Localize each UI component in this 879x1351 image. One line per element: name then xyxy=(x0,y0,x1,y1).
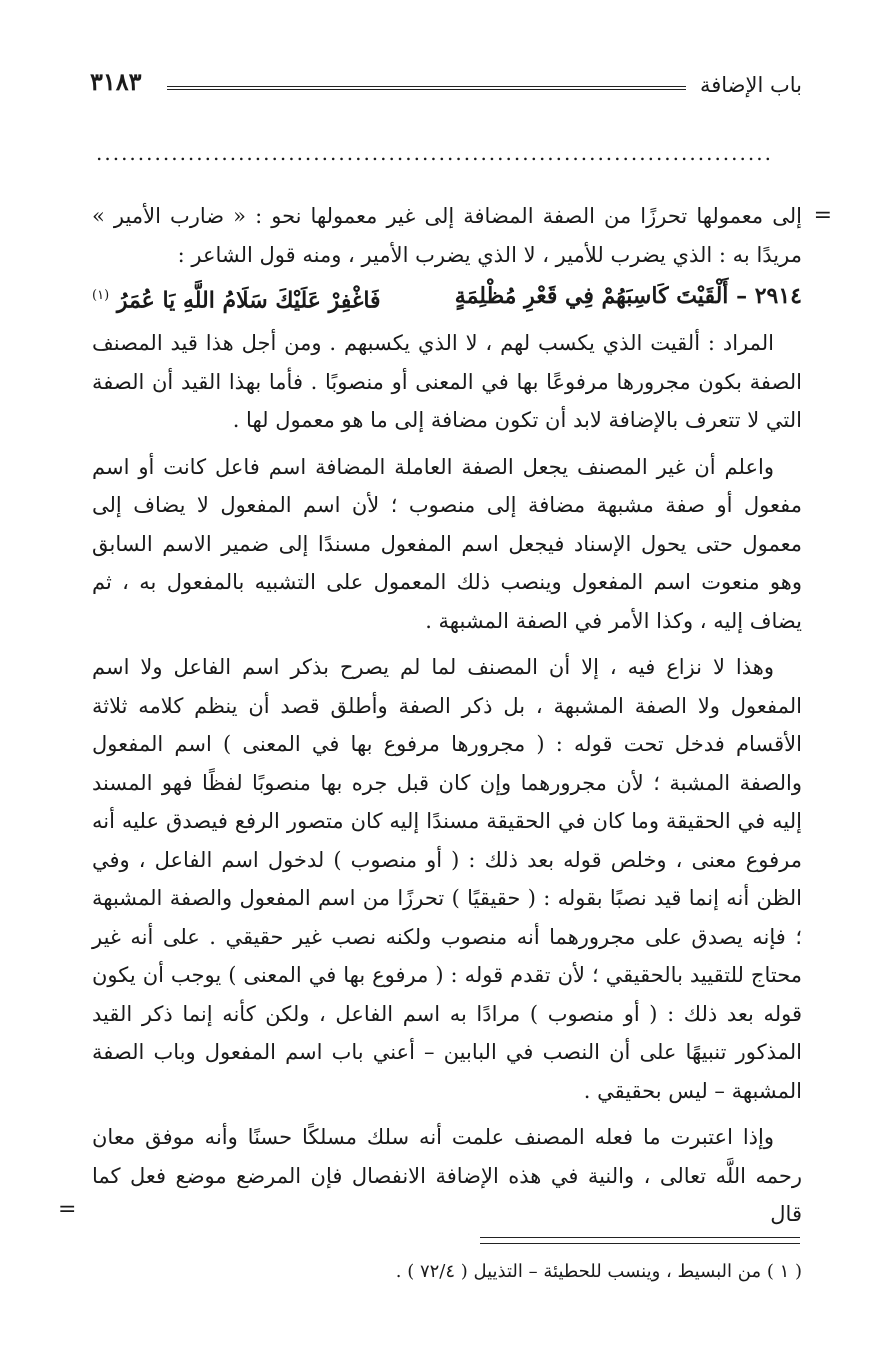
footnote-rule-bottom xyxy=(480,1243,800,1244)
page-number: ٣١٨٣ xyxy=(90,67,142,96)
paragraph-5 xyxy=(58,1118,802,1234)
poetry-verse xyxy=(92,276,802,320)
verse-first-hemistich xyxy=(455,276,802,320)
main-text xyxy=(58,197,832,1234)
paragraph-1 xyxy=(92,197,832,274)
paragraph-1-text: إلى معمولها تحرزًا من الصفة المضافة إلى غير معمولها نحو : « ضارب الأمير » مريدًا به : الذي يضرب للأمير ، لا الذي يضرب الأمير ، ومنه قول الشاعر : xyxy=(92,204,802,267)
paragraph-3: واعلم أن غير المصنف يجعل الصفة العاملة المضافة اسم فاعل كانت أو اسم مفعول أو صفة مشبهة مضافة إلى منصوب ؛ لأن اسم المفعول لا يضاف إلى معمول حتى يحول الإسناد فيجعل اسم المفعول مسندًا إلى ضمير الاسم السابق وهو منعوت اسم المفعول وينصب ذلك المعمول على التشبيه بالمفعول به ، ثم يضاف إليه ، وكذا الأمر في الصفة المشبهة . xyxy=(92,454,802,633)
footnote-reference: (١) xyxy=(92,288,110,303)
running-header-title: باب الإضافة xyxy=(699,73,802,97)
footnote-1: ( ١ ) من البسيط ، وينسب للحطيئة – التذييل ( ٧٢/٤ ) . xyxy=(395,1261,802,1282)
paragraph-4: وهذا لا نزاع فيه ، إلا أن المصنف لما لم يصرح بذكر اسم الفاعل ولا اسم المفعول ولا الصفة المشبهة ، بل ذكر الصفة وأطلق قصد أن ينظم كلامه ثلاثة الأقسام فدخل تحت قوله : ( مجرورها مرفوع بها في المعنى ) اسم المفعول والصفة المشبة ؛ لأن مجرورهما وإن كان قبل جره بها منصوبًا لفظًا فهو المسند إليه في الحقيقة وما كان في الحقيقة مسندًا إليه كان متصور الرفع فيصدق عليه أنه مرفوع معنى ، وخلص قوله بعد ذلك : ( أو منصوب ) لدخول اسم الفاعل ، وفي الظن أنه إنما قيد نصبًا بقوله : ( حقيقيًا ) تحرزًا من اسم المفعول والصفة المشبهة ؛ فإنه يصدق على مجرورهما أنه منصوب ولكنه نصب غير حقيقي . على أنه غير محتاج للتقييد بالحقيقي ؛ لأن تقدم قوله : ( مرفوع بها في المعنى ) يوجب أن يكون قوله بعد ذلك : ( أو منصوب ) مرادًا به اسم الفاعل ، ولكن كأنه إنما ذكر القيد المذكور تنبيهًا على أن النصب في البابين – أعني باب اسم المفعول وباب الصفة المشبهة – ليس بحقيقي . xyxy=(92,655,803,1103)
header-rule xyxy=(167,86,686,90)
paragraph-5-text: وإذا اعتبرت ما فعله المصنف علمت أنه سلك مسلكًا حسنًا وأنه موفق معان رحمه اللَّه تعالى ، والنية في هذه الإضافة الانفصال فإن المرضع موضع فعل كما قال xyxy=(92,1125,802,1227)
verse-second-hemistich xyxy=(92,276,381,320)
continuation-end-mark: = xyxy=(58,1197,77,1223)
verse-second-text: فَاغْفِرْ عَلَيْكَ سَلَامُ اللَّهِ يَا عُمَرُ xyxy=(116,287,381,314)
paragraph-2: المراد : ألقيت الذي يكسب لهم ، لا الذي يكسبهم . ومن أجل هذا قيد المصنف الصفة بكون مجرورها مرفوعًا بها في المعنى أو منصوبًا . فأما بهذا القيد أن الصفة التي لا تتعرف بالإضافة لابد أن تكون مضافة إلى ما هو معمول لها . xyxy=(92,331,802,433)
dotted-separator: ................................................................................. xyxy=(96,141,773,165)
verse-number: ٢٩١٤ – xyxy=(736,283,802,309)
footnote-rule-top xyxy=(480,1237,800,1238)
continuation-mark: = xyxy=(813,203,832,228)
verse-first-text: أَلْقَيْتَ كَاسِبَهُمْ فِي قَعْرِ مُظْلِمَةٍ xyxy=(454,283,729,309)
